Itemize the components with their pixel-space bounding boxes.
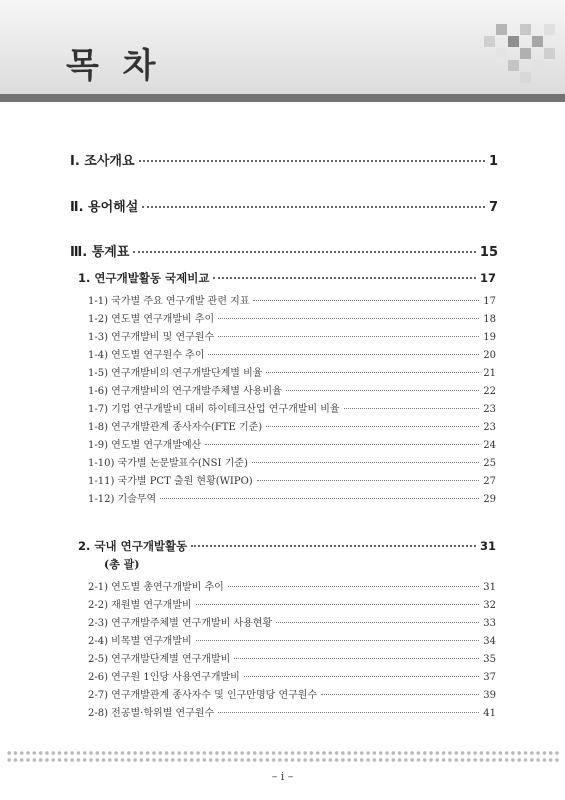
toc-section-domestic[interactable] bbox=[78, 538, 496, 554]
dot-leader bbox=[218, 712, 479, 713]
toc-label: 2. 국내 연구개발활동 bbox=[78, 539, 188, 553]
dot-leader bbox=[266, 426, 479, 427]
toc-label: 1. 연구개발활동 국제비교 bbox=[78, 271, 210, 285]
toc-label: 1-2) 연도별 연구개발비 추이 bbox=[88, 314, 215, 325]
toc-page: 33 bbox=[483, 618, 496, 629]
dot-leader bbox=[266, 372, 479, 373]
toc-label: 1-1) 국가별 주요 연구개발 관련 지표 bbox=[88, 296, 250, 307]
toc-label: 2-7) 연구개발관계 종사자수 및 인구만명당 연구원수 bbox=[88, 690, 318, 701]
toc-item[interactable] bbox=[88, 614, 496, 629]
dot-leader bbox=[139, 160, 485, 162]
toc-section-international[interactable] bbox=[78, 270, 496, 286]
toc-item[interactable] bbox=[88, 596, 496, 611]
dot-leader bbox=[142, 206, 485, 208]
toc-entry-overview[interactable] bbox=[70, 150, 498, 169]
toc-page: 29 bbox=[483, 494, 496, 505]
toc-label: 1-4) 연도별 연구원수 추이 bbox=[88, 350, 205, 361]
toc-page: 32 bbox=[483, 600, 496, 611]
toc-label: 2-5) 연구개발단계별 연구개발비 bbox=[88, 654, 231, 665]
toc-item[interactable] bbox=[88, 436, 496, 451]
dot-leader bbox=[344, 408, 480, 409]
toc-label: 1-9) 연도별 연구개발예산 bbox=[88, 440, 202, 451]
toc-page: 35 bbox=[483, 654, 496, 665]
toc-item[interactable] bbox=[88, 364, 496, 379]
toc-label: 2-8) 전공별·학위별 연구원수 bbox=[88, 708, 215, 719]
toc-item[interactable] bbox=[88, 578, 496, 593]
toc-subheading: (총 괄) bbox=[104, 558, 140, 571]
dot-leader bbox=[160, 498, 479, 499]
toc-item[interactable] bbox=[88, 632, 496, 647]
toc-label: 2-6) 연구원 1인당 사용연구개발비 bbox=[88, 672, 240, 683]
toc-label: Ⅰ. 조사개요 bbox=[70, 154, 135, 169]
toc-entry-statistics[interactable] bbox=[70, 241, 498, 260]
toc-item[interactable] bbox=[88, 382, 496, 397]
toc-label: 1-11) 국가별 PCT 출원 현황(WIPO) bbox=[88, 476, 253, 487]
toc-page: 25 bbox=[483, 458, 496, 469]
toc-page: 41 bbox=[483, 708, 496, 719]
toc-page: 15 bbox=[479, 245, 498, 260]
toc-item[interactable] bbox=[88, 346, 496, 361]
dot-leader bbox=[196, 604, 480, 605]
dot-leader bbox=[257, 480, 480, 481]
dotted-border bbox=[6, 757, 559, 763]
dotted-border bbox=[6, 750, 559, 756]
dot-leader bbox=[191, 545, 476, 547]
toc-label: 2-2) 재원별 연구개발비 bbox=[88, 600, 192, 611]
toc-label: Ⅲ. 통계표 bbox=[70, 245, 130, 260]
toc-label: 1-10) 국가별 논문발표수(NSI 기준) bbox=[88, 458, 248, 469]
toc-label: 2-4) 비목별 연구개발비 bbox=[88, 636, 192, 647]
toc-page: 23 bbox=[483, 404, 496, 415]
toc-item[interactable] bbox=[88, 686, 496, 701]
toc-label: 1-8) 연구개발관계 종사자수(FTE 기준) bbox=[88, 422, 263, 433]
toc-item[interactable] bbox=[88, 472, 496, 487]
toc-label: 1-6) 연구개발비의 연구개발주체별 사용비율 bbox=[88, 386, 282, 397]
toc-page: 7 bbox=[488, 200, 498, 215]
toc-page: 18 bbox=[483, 314, 496, 325]
toc-page: 1 bbox=[488, 154, 498, 169]
toc-page: 21 bbox=[483, 368, 496, 379]
toc-page: 27 bbox=[483, 476, 496, 487]
toc-page: 31 bbox=[483, 582, 496, 593]
toc-page: 24 bbox=[483, 440, 496, 451]
dot-leader bbox=[253, 300, 479, 301]
toc-item[interactable] bbox=[88, 704, 496, 719]
toc-page: 23 bbox=[483, 422, 496, 433]
toc-item[interactable] bbox=[88, 490, 496, 505]
toc-label: 1-5) 연구개발비의 연구개발단계별 비율 bbox=[88, 368, 263, 379]
dot-leader bbox=[133, 251, 475, 253]
toc-page: 31 bbox=[479, 539, 496, 553]
dot-leader bbox=[286, 390, 480, 391]
dot-leader bbox=[205, 444, 479, 445]
toc-item[interactable] bbox=[88, 418, 496, 433]
dot-leader bbox=[321, 694, 479, 695]
toc-item[interactable] bbox=[88, 292, 496, 307]
dot-leader bbox=[208, 354, 479, 355]
toc-item[interactable] bbox=[88, 400, 496, 415]
dot-leader bbox=[218, 318, 479, 319]
page-number: – i – bbox=[271, 770, 294, 783]
toc-page: 17 bbox=[483, 296, 496, 307]
toc-page: 39 bbox=[483, 690, 496, 701]
dot-leader bbox=[244, 676, 479, 677]
toc-label: 1-12) 기술무역 bbox=[88, 494, 157, 505]
toc-item[interactable] bbox=[88, 328, 496, 343]
toc-label: 1-3) 연구개발비 및 연구원수 bbox=[88, 332, 215, 343]
dot-leader bbox=[252, 462, 479, 463]
toc-page: 20 bbox=[483, 350, 496, 361]
toc-label: 1-7) 기업 연구개발비 대비 하이테크산업 연구개발비 비율 bbox=[88, 404, 340, 415]
toc-item[interactable] bbox=[88, 454, 496, 469]
toc-label: 2-3) 연구개발주체별 연구개발비 사용현황 bbox=[88, 618, 273, 629]
toc-page: 22 bbox=[483, 386, 496, 397]
dot-leader bbox=[276, 622, 479, 623]
toc-item[interactable] bbox=[88, 650, 496, 665]
dot-leader bbox=[213, 277, 476, 279]
dot-leader bbox=[234, 658, 479, 659]
toc-item[interactable] bbox=[88, 310, 496, 325]
toc-label: Ⅱ. 용어해설 bbox=[70, 200, 139, 215]
dot-leader bbox=[228, 586, 479, 587]
toc-page: 17 bbox=[479, 271, 496, 285]
toc-entry-glossary[interactable] bbox=[70, 196, 498, 215]
toc-page: 19 bbox=[483, 332, 496, 343]
toc-page: 37 bbox=[483, 672, 496, 683]
toc-label: 2-1) 연도별 총연구개발비 추이 bbox=[88, 582, 224, 593]
page-title: 목 차 bbox=[66, 46, 162, 86]
dot-leader bbox=[218, 336, 479, 337]
dot-leader bbox=[196, 640, 480, 641]
toc-item[interactable] bbox=[88, 668, 496, 683]
toc-page: 34 bbox=[483, 636, 496, 647]
